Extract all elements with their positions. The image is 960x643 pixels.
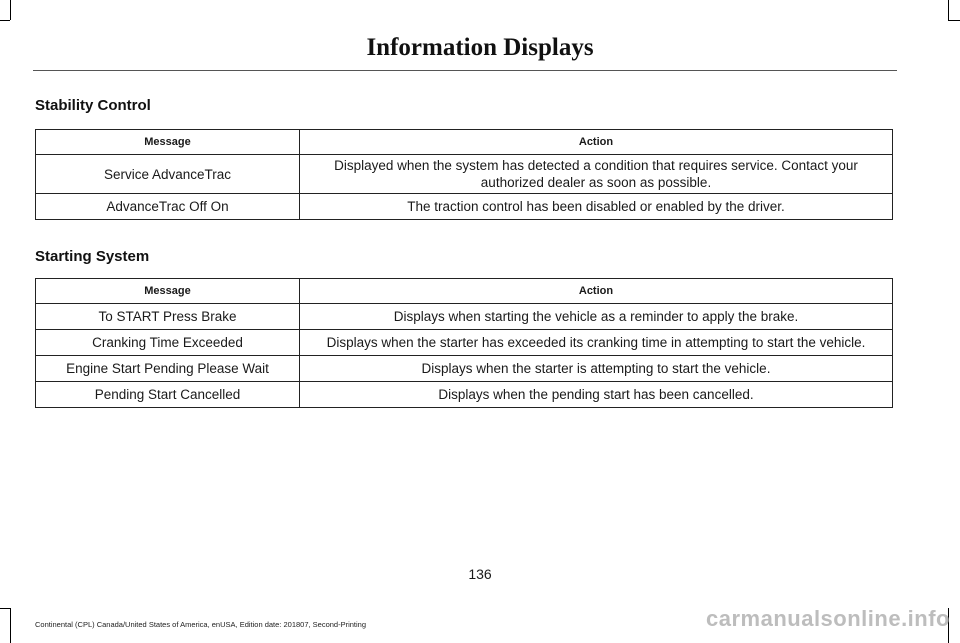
table-row bbox=[36, 356, 893, 382]
column-header-action: Action bbox=[300, 130, 893, 155]
starting-system-table bbox=[35, 278, 893, 408]
watermark: carmanualsonline.info bbox=[706, 606, 950, 631]
message-cell: AdvanceTrac Off On bbox=[36, 194, 300, 220]
page-title: Information Displays bbox=[366, 34, 594, 61]
column-header-message: Message bbox=[36, 279, 300, 304]
crop-mark-top-right-h bbox=[948, 20, 960, 21]
edition-footer: Continental (CPL) Canada/United States of America, enUSA, Edition date: 201807, Second-Printing bbox=[35, 620, 367, 629]
crop-mark-bottom-left-v bbox=[10, 608, 11, 643]
page-number: 136 bbox=[468, 566, 492, 582]
message-cell: Service AdvanceTrac bbox=[36, 155, 300, 194]
crop-mark-top-left-v bbox=[10, 0, 11, 20]
message-cell: Pending Start Cancelled bbox=[36, 382, 300, 408]
action-cell: The traction control has been disabled or enabled by the driver. bbox=[300, 194, 893, 220]
crop-mark-top-right-v bbox=[948, 0, 949, 20]
column-header-message: Message bbox=[36, 130, 300, 155]
table-row bbox=[36, 304, 893, 330]
section-heading-starting-system: Starting System bbox=[35, 248, 150, 265]
message-cell: Engine Start Pending Please Wait bbox=[36, 356, 300, 382]
action-cell: Displays when the pending start has been cancelled. bbox=[300, 382, 893, 408]
table-header-row bbox=[36, 130, 893, 155]
table-row bbox=[36, 382, 893, 408]
message-cell: Cranking Time Exceeded bbox=[36, 330, 300, 356]
message-cell: To START Press Brake bbox=[36, 304, 300, 330]
table-header-row bbox=[36, 279, 893, 304]
table-row bbox=[36, 194, 893, 220]
table-row bbox=[36, 330, 893, 356]
table-row bbox=[36, 155, 893, 194]
action-cell: Displays when the starter has exceeded its cranking time in attempting to start the vehicle. bbox=[300, 330, 893, 356]
crop-mark-top-left-h bbox=[0, 20, 10, 21]
header-divider bbox=[33, 70, 897, 71]
action-cell: Displays when starting the vehicle as a reminder to apply the brake. bbox=[300, 304, 893, 330]
crop-mark-bottom-left-h bbox=[0, 608, 10, 609]
action-cell: Displayed when the system has detected a condition that requires service. Contact your authorized dealer as soon as possible. bbox=[300, 155, 893, 194]
action-cell: Displays when the starter is attempting to start the vehicle. bbox=[300, 356, 893, 382]
stability-control-table bbox=[35, 129, 893, 220]
column-header-action: Action bbox=[300, 279, 893, 304]
section-heading-stability-control: Stability Control bbox=[35, 97, 151, 114]
